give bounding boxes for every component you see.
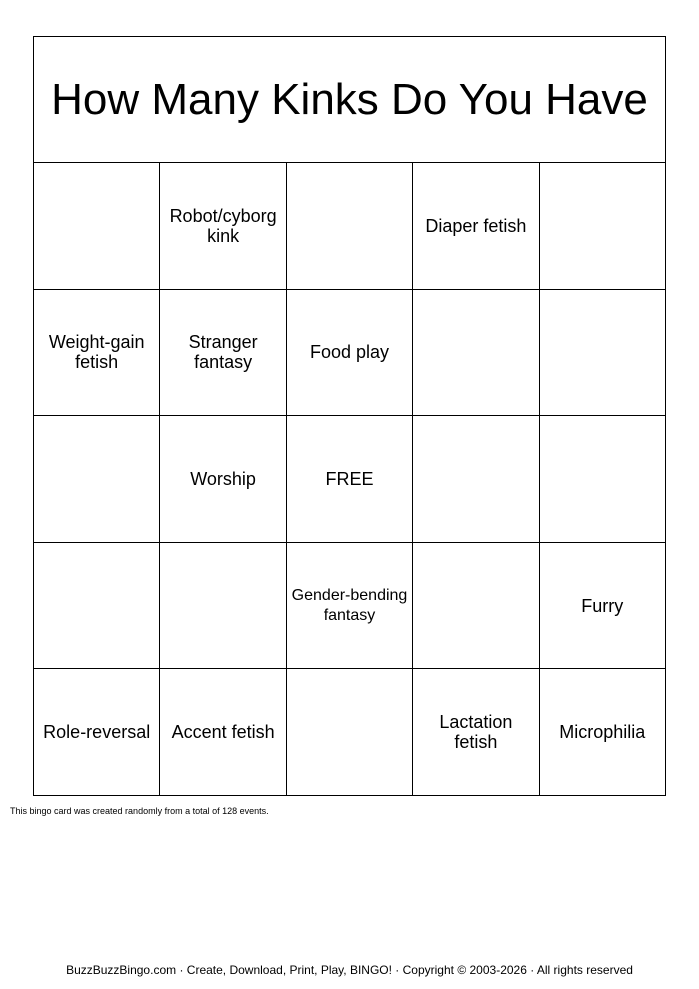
bingo-cell-r5c4: Lactation fetish [413,669,539,796]
bingo-cell-r3c2: Worship [160,416,286,543]
bingo-cell-r5c1: Role-reversal [34,669,160,796]
bingo-cell-r1c4: Diaper fetish [413,163,539,290]
bingo-cell-r3c4 [413,416,539,543]
bingo-cell-r1c1 [34,163,160,290]
bingo-cell-r4c2 [160,543,286,670]
bingo-cell-r3c1 [34,416,160,543]
title-box [33,36,666,163]
bingo-grid [33,162,666,796]
bingo-cell-r3c5 [540,416,666,543]
bingo-cell-r2c2: Stranger fantasy [160,290,286,417]
bingo-cell-r4c4 [413,543,539,670]
bingo-cell-r4c3: Gender-bending fantasy [287,543,413,670]
bingo-cell-r1c2: Robot/cyborg kink [160,163,286,290]
bingo-cell-r1c5 [540,163,666,290]
bingo-cell-r4c1 [34,543,160,670]
bingo-cell-r4c5: Furry [540,543,666,670]
generation-note: This bingo card was created randomly from a total of 128 events. [10,806,269,816]
bingo-cell-r2c4 [413,290,539,417]
bingo-cell-r2c1: Weight-gain fetish [34,290,160,417]
bingo-cell-r5c5: Microphilia [540,669,666,796]
bingo-cell-r5c2: Accent fetish [160,669,286,796]
card-title: How Many Kinks Do You Have [51,74,648,124]
bingo-cell-r2c3: Food play [287,290,413,417]
bingo-card [33,36,666,796]
free-space-cell: FREE [287,416,413,543]
bingo-cell-r1c3 [287,163,413,290]
bingo-cell-r2c5 [540,290,666,417]
footer-copyright: BuzzBuzzBingo.com · Create, Download, Print, Play, BINGO! · Copyright © 2003-2026 · All rights reserved [66,963,633,977]
bingo-cell-r5c3 [287,669,413,796]
